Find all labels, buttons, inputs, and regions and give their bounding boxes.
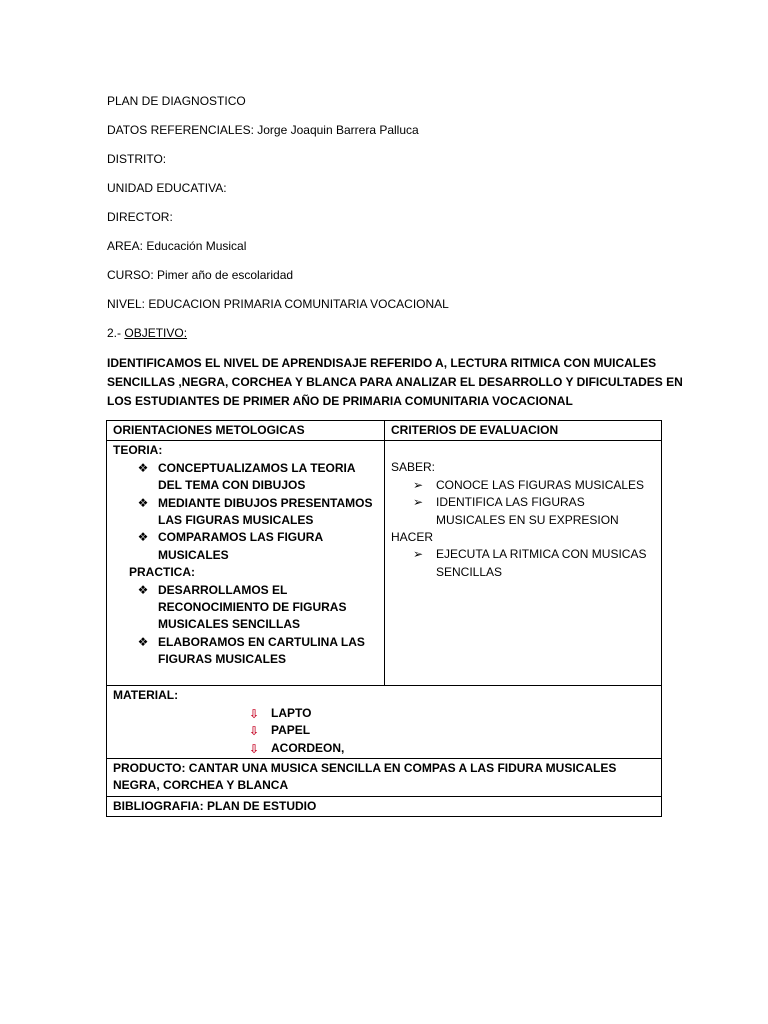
list-item: ⇩ PAPEL <box>249 722 655 739</box>
saber-label: SABER: <box>391 460 436 475</box>
down-arrow-bullet-icon: ⇩ <box>249 706 260 721</box>
objetivo-number: 2.- <box>107 326 122 340</box>
diamond-bullet-icon: ❖ <box>137 530 149 545</box>
objective-line: SENCILLAS ,NEGRA, CORCHEA Y BLANCA PARA ANALIZAR EL DESARROLLO Y DIFICULTADES EN <box>107 375 683 389</box>
list-item: ❖ CONCEPTUALIZAMOS LA TEORIA DEL TEMA CON DIBUJOS <box>113 460 378 495</box>
unidad-educativa-field: UNIDAD EDUCATIVA: <box>107 181 227 195</box>
list-item: ❖ COMPARAMOS LAS FIGURA MUSICALES <box>113 529 378 564</box>
bibliografia-row <box>107 796 662 816</box>
list-item: ➢ EJECUTA LA RITMICA CON MUSICAS SENCILLAS <box>413 547 647 579</box>
table-content-row <box>107 441 662 686</box>
objective-line: IDENTIFICAMOS EL NIVEL DE APRENDISAJE REFERIDO A, LECTURA RITMICA CON MUICALES <box>107 356 657 370</box>
diamond-bullet-icon: ❖ <box>137 460 149 475</box>
col-header-orientaciones: ORIENTACIONES METOLOGICAS <box>107 421 385 441</box>
col-header-criterios: CRITERIOS DE EVALUACION <box>385 421 662 441</box>
arrow-bullet-icon: ➢ <box>413 495 424 510</box>
objetivo-heading <box>107 326 187 340</box>
material-list <box>113 705 655 757</box>
curso-field: CURSO: Pimer año de escolaridad <box>107 268 294 282</box>
material-row <box>107 686 662 759</box>
material-cell <box>107 686 662 759</box>
down-arrow-bullet-icon: ⇩ <box>249 741 260 756</box>
list-item: ⇩ LAPTO <box>249 705 655 722</box>
objective-text <box>107 354 683 411</box>
arrow-bullet-icon: ➢ <box>413 477 424 492</box>
objective-line: LOS ESTUDIANTES DE PRIMER AÑO DE PRIMARIA COMUNITARIA VOCACIONAL <box>107 394 573 408</box>
bibliografia-cell: BIBLIOGRAFIA: PLAN DE ESTUDIO <box>107 796 662 816</box>
arrow-bullet-icon: ➢ <box>413 547 424 562</box>
criterios-spacer <box>391 442 655 459</box>
producto-cell: PRODUCTO: CANTAR UNA MUSICA SENCILLA EN COMPAS A LAS FIDURA MUSICALES NEGRA, CORCHEA Y BLANCA <box>107 759 662 797</box>
material-label: MATERIAL: <box>113 688 179 703</box>
practica-label: PRACTICA: <box>129 565 195 580</box>
hacer-label: HACER <box>391 530 434 545</box>
list-item: ➢ IDENTIFICA LAS FIGURAS MUSICALES EN SU EXPRESION <box>413 495 619 527</box>
diamond-bullet-icon: ❖ <box>137 495 149 510</box>
hacer-list <box>391 546 655 581</box>
diamond-bullet-icon: ❖ <box>137 582 149 597</box>
criterios-cell <box>385 441 662 686</box>
director-field: DIRECTOR: <box>107 210 173 224</box>
doc-title: PLAN DE DIAGNOSTICO <box>107 94 246 108</box>
datos-referenciales: DATOS REFERENCIALES: Jorge Joaquin Barrera Palluca <box>107 123 419 137</box>
diamond-bullet-icon: ❖ <box>137 634 149 649</box>
nivel-field: NIVEL: EDUCACION PRIMARIA COMUNITARIA VOCACIONAL <box>107 297 449 311</box>
teoria-list <box>113 460 378 564</box>
teoria-label: TEORIA: <box>113 443 163 458</box>
plan-table <box>106 420 662 817</box>
list-item: ❖ DESARROLLAMOS EL RECONOCIMIENTO DE FIGURAS MUSICALES SENCILLAS <box>113 582 378 634</box>
practica-list <box>113 582 378 669</box>
orientaciones-cell <box>107 441 385 686</box>
saber-list <box>391 477 655 529</box>
area-field: AREA: Educación Musical <box>107 239 247 253</box>
list-item: ➢ CONOCE LAS FIGURAS MUSICALES <box>391 477 655 494</box>
objetivo-label: OBJETIVO: <box>124 326 188 340</box>
producto-row <box>107 759 662 797</box>
table-header-row <box>107 421 662 441</box>
list-item: ❖ MEDIANTE DIBUJOS PRESENTAMOS LAS FIGURAS MUSICALES <box>113 495 378 530</box>
down-arrow-bullet-icon: ⇩ <box>249 724 260 739</box>
list-item: ❖ ELABORAMOS EN CARTULINA LAS FIGURAS MUSICALES <box>113 634 378 669</box>
distrito-field: DISTRITO: <box>107 152 167 166</box>
list-item: ⇩ ACORDEON, <box>249 740 655 757</box>
